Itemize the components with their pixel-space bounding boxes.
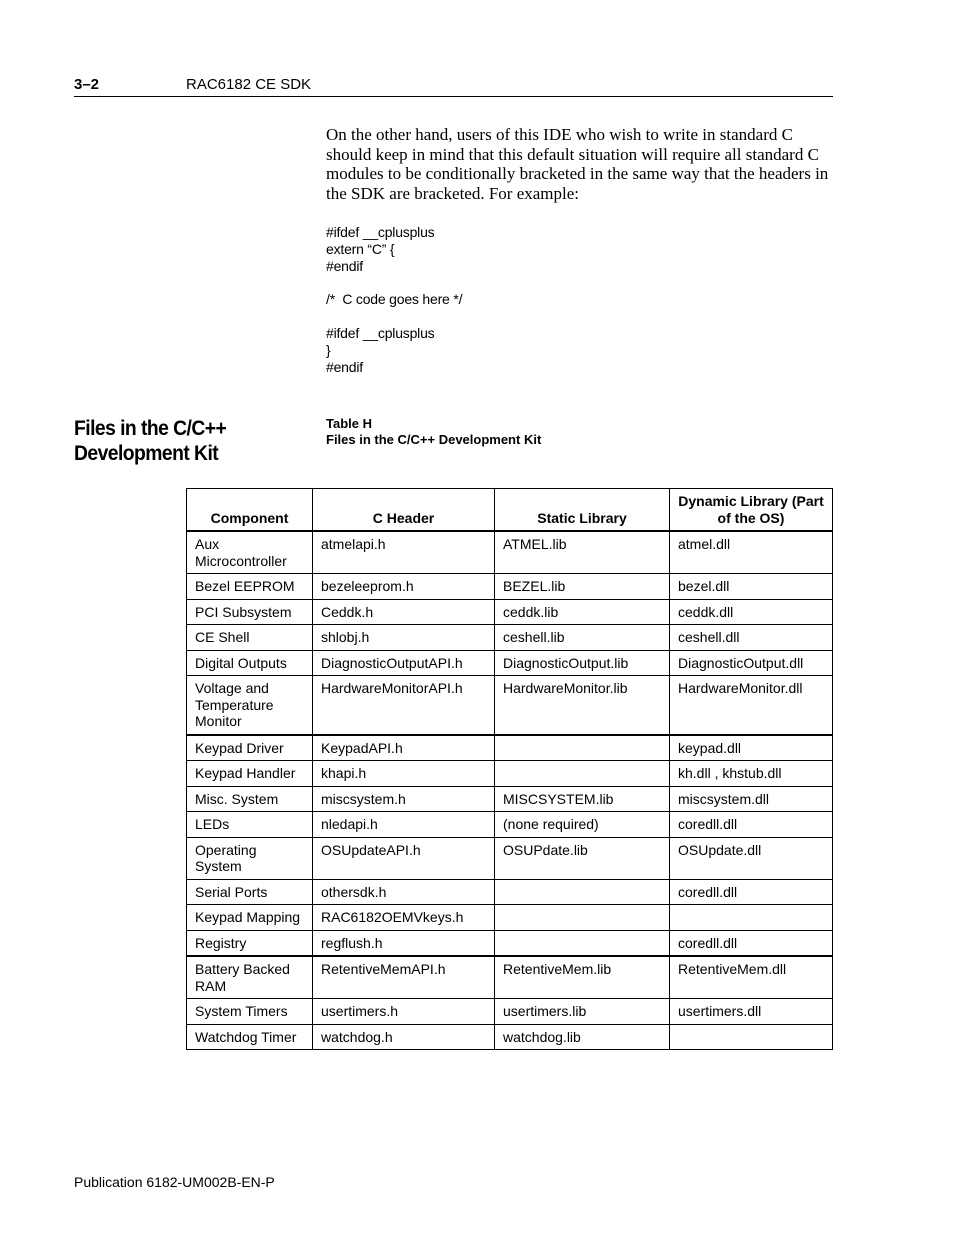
table-cell: Bezel EEPROM: [187, 574, 313, 600]
table-cell: Keypad Driver: [187, 735, 313, 761]
table-cell: OSUPdate.lib: [495, 837, 670, 879]
table-row: [187, 625, 833, 651]
table-row: [187, 676, 833, 735]
table-cell: miscsystem.h: [313, 786, 495, 812]
table-cell: Ceddk.h: [313, 599, 495, 625]
table-row: [187, 999, 833, 1025]
table-cell: shlobj.h: [313, 625, 495, 651]
table-cell: HardwareMonitorAPI.h: [313, 676, 495, 735]
table-cell: HardwareMonitor.lib: [495, 676, 670, 735]
column-header-component: Component: [187, 489, 313, 532]
table-cell: DiagnosticOutput.lib: [495, 650, 670, 676]
table-row: [187, 735, 833, 761]
table-cell: watchdog.lib: [495, 1024, 670, 1050]
table-cell: bezeleeprom.h: [313, 574, 495, 600]
table-row: [187, 599, 833, 625]
table-cell: [495, 905, 670, 931]
page-number: 3–2: [74, 76, 100, 93]
table-cell: [670, 1024, 833, 1050]
table-cell: regflush.h: [313, 930, 495, 956]
intro-paragraph: On the other hand, users of this IDE who wish to write in standard C should keep in mind that this default situation will require all standard C modules to be conditionally bracketed in the same way that the headers in the SDK are bracketed. For example:: [326, 125, 829, 204]
table-cell: Keypad Handler: [187, 761, 313, 787]
table-cell: [495, 735, 670, 761]
table-row: [187, 531, 833, 574]
table-row: [187, 786, 833, 812]
table-row: [187, 650, 833, 676]
table-row: [187, 812, 833, 838]
table-cell: [495, 930, 670, 956]
table-cell: [495, 761, 670, 787]
table-cell: Registry: [187, 930, 313, 956]
table-cell: coredll.dll: [670, 930, 833, 956]
table-cell: bezel.dll: [670, 574, 833, 600]
table-cell: Aux Microcontroller: [187, 531, 313, 574]
table-cell: atmel.dll: [670, 531, 833, 574]
table-header-row: [187, 489, 833, 532]
table-number: Table H: [326, 416, 372, 431]
column-header-dynamic-library: Dynamic Library (Part of the OS): [670, 489, 833, 532]
table-cell: KeypadAPI.h: [313, 735, 495, 761]
table-cell: BEZEL.lib: [495, 574, 670, 600]
table-cell: coredll.dll: [670, 812, 833, 838]
table-cell: [670, 905, 833, 931]
code-block-comment: /* C code goes here */: [326, 291, 463, 307]
table-row: [187, 1024, 833, 1050]
table-cell: DiagnosticOutputAPI.h: [313, 650, 495, 676]
table-cell: MISCSYSTEM.lib: [495, 786, 670, 812]
table-cell: Misc. System: [187, 786, 313, 812]
table-cell: watchdog.h: [313, 1024, 495, 1050]
table-caption: [326, 416, 541, 448]
table-cell: ceddk.lib: [495, 599, 670, 625]
running-header-title: RAC6182 CE SDK: [186, 76, 312, 93]
table-row: [187, 905, 833, 931]
table-cell: PCI Subsystem: [187, 599, 313, 625]
table-cell: RetentiveMem.dll: [670, 956, 833, 999]
table-cell: usertimers.dll: [670, 999, 833, 1025]
section-heading: Files in the C/C++ Development Kit: [74, 417, 227, 465]
table-cell: RetentiveMem.lib: [495, 956, 670, 999]
table-row: [187, 761, 833, 787]
table-cell: keypad.dll: [670, 735, 833, 761]
table-title: Files in the C/C++ Development Kit: [326, 432, 542, 447]
table-cell: coredll.dll: [670, 879, 833, 905]
table-cell: Battery Backed RAM: [187, 956, 313, 999]
table-cell: khapi.h: [313, 761, 495, 787]
table-cell: System Timers: [187, 999, 313, 1025]
table-cell: Watchdog Timer: [187, 1024, 313, 1050]
table-cell: Operating System: [187, 837, 313, 879]
table-cell: nledapi.h: [313, 812, 495, 838]
table-cell: OSUpdateAPI.h: [313, 837, 495, 879]
table-cell: RAC6182OEMVkeys.h: [313, 905, 495, 931]
files-table: [186, 488, 833, 1050]
code-block-extern-open: #ifdef __cplusplus extern “C” { #endif: [326, 224, 435, 274]
table-cell: Serial Ports: [187, 879, 313, 905]
table-cell: ceshell.dll: [670, 625, 833, 651]
publication-footer: Publication 6182-UM002B-EN-P: [74, 1174, 275, 1190]
table-row: [187, 879, 833, 905]
table-cell: Voltage and Temperature Monitor: [187, 676, 313, 735]
table-cell: HardwareMonitor.dll: [670, 676, 833, 735]
column-header-c-header: C Header: [313, 489, 495, 532]
table-cell: CE Shell: [187, 625, 313, 651]
table-cell: LEDs: [187, 812, 313, 838]
table-cell: Keypad Mapping: [187, 905, 313, 931]
table-cell: usertimers.h: [313, 999, 495, 1025]
header-rule: [74, 96, 833, 97]
table-cell: miscsystem.dll: [670, 786, 833, 812]
table-cell: othersdk.h: [313, 879, 495, 905]
table-cell: (none required): [495, 812, 670, 838]
table-cell: ceshell.lib: [495, 625, 670, 651]
table-cell: Digital Outputs: [187, 650, 313, 676]
table-row: [187, 574, 833, 600]
table-cell: DiagnosticOutput.dll: [670, 650, 833, 676]
table-cell: atmelapi.h: [313, 531, 495, 574]
table-row: [187, 956, 833, 999]
table-cell: ceddk.dll: [670, 599, 833, 625]
table-cell: ATMEL.lib: [495, 531, 670, 574]
table-cell: usertimers.lib: [495, 999, 670, 1025]
column-header-static-library: Static Library: [495, 489, 670, 532]
table-cell: [495, 879, 670, 905]
table-cell: RetentiveMemAPI.h: [313, 956, 495, 999]
table-row: [187, 837, 833, 879]
code-block-extern-close: #ifdef __cplusplus } #endif: [326, 325, 435, 375]
table-cell: OSUpdate.dll: [670, 837, 833, 879]
table-row: [187, 930, 833, 956]
table-cell: kh.dll , khstub.dll: [670, 761, 833, 787]
